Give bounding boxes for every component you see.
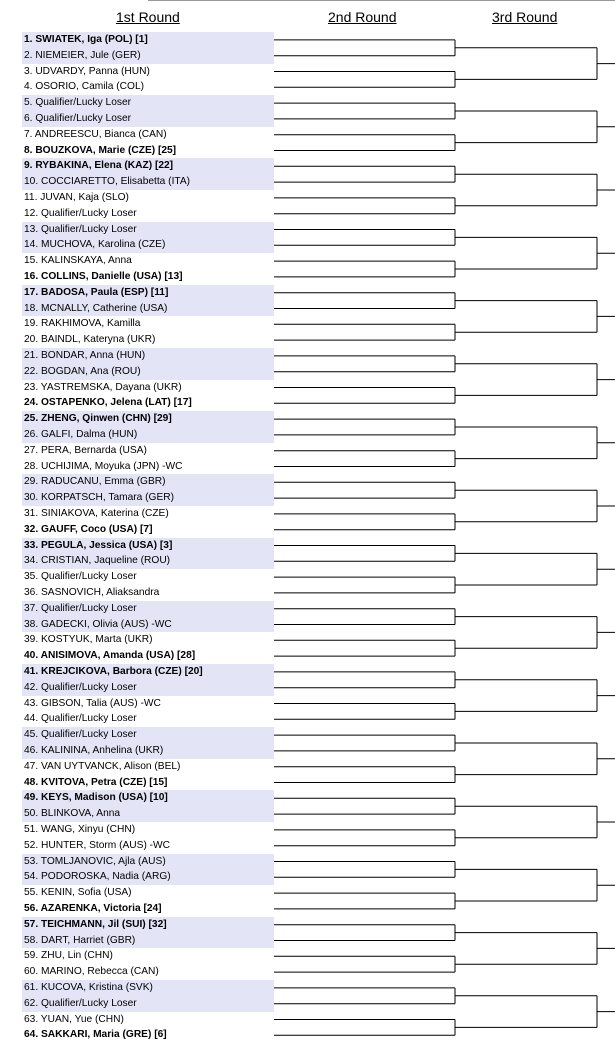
player-row: 19. RAKHIMOVA, Kamilla — [24, 318, 141, 330]
player-row: 22. BOGDAN, Ana (ROU) — [22, 364, 274, 380]
player-row: 21. BONDAR, Anna (HUN) — [22, 348, 274, 364]
player-row: 4. OSORIO, Camila (COL) — [24, 81, 145, 93]
player-row: 24. OSTAPENKO, Jelena (LAT) [17] — [24, 397, 192, 409]
round-2-heading: 2nd Round — [328, 9, 397, 25]
player-row: 44. Qualifier/Lucky Loser — [24, 713, 137, 725]
player-row: 55. KENIN, Sofia (USA) — [24, 887, 132, 899]
player-row: 15. KALINSKAYA, Anna — [24, 255, 132, 267]
player-row: 3. UDVARDY, Panna (HUN) — [24, 65, 150, 77]
player-row: 8. BOUZKOVA, Marie (CZE) [25] — [24, 144, 177, 156]
player-row: 45. Qualifier/Lucky Loser — [22, 727, 274, 743]
player-row: 62. Qualifier/Lucky Loser — [22, 996, 274, 1012]
player-row: 13. Qualifier/Lucky Loser — [22, 222, 274, 238]
player-row: 52. HUNTER, Storm (AUS) -WC — [24, 839, 171, 851]
player-row: 35. Qualifier/Lucky Loser — [24, 571, 137, 583]
player-row: 6. Qualifier/Lucky Loser — [22, 111, 274, 127]
player-row: 59. ZHU, Lin (CHN) — [24, 950, 113, 962]
player-row: 41. KREJCIKOVA, Barbora (CZE) [20] — [22, 664, 274, 680]
player-row: 40. ANISIMOVA, Amanda (USA) [28] — [24, 650, 196, 662]
player-row: 56. AZARENKA, Victoria [24] — [24, 903, 162, 914]
player-row: 27. PERA, Bernarda (USA) — [24, 444, 147, 456]
player-row: 7. ANDREESCU, Bianca (CAN) — [24, 128, 167, 140]
player-row: 20. BAINDL, Kateryna (UKR) — [24, 334, 156, 346]
player-row: 53. TOMLJANOVIC, Ajla (AUS) — [22, 854, 274, 870]
player-row: 48. KVITOVA, Petra (CZE) [15] — [24, 776, 168, 788]
player-row: 42. Qualifier/Lucky Loser — [22, 680, 274, 696]
player-row: 63. YUAN, Yue (CHN) — [24, 1013, 124, 1025]
player-row: 43. GIBSON, Talia (AUS) -WC — [24, 697, 161, 709]
round-3-heading: 3rd Round — [492, 9, 558, 25]
player-row: 10. COCCIARETTO, Elisabetta (ITA) — [22, 174, 274, 190]
player-row: 38. GADECKI, Olivia (AUS) -WC — [22, 617, 274, 633]
player-row: 12. Qualifier/Lucky Loser — [24, 207, 137, 219]
player-row: 54. PODOROSKA, Nadia (ARG) — [22, 869, 274, 885]
player-row: 2. NIEMEIER, Jule (GER) — [22, 48, 274, 64]
player-row: 5. Qualifier/Lucky Loser — [22, 95, 274, 111]
player-row: 23. YASTREMSKA, Dayana (UKR) — [24, 381, 182, 393]
player-row: 51. WANG, Xinyu (CHN) — [24, 824, 136, 835]
round-1-heading: 1st Round — [116, 9, 180, 25]
player-row: 58. DART, Harriet (GBR) — [22, 933, 274, 949]
player-row: 16. COLLINS, Danielle (USA) [13] — [24, 271, 183, 282]
player-row: 33. PEGULA, Jessica (USA) [3] — [22, 538, 274, 554]
player-row: 61. KUCOVA, Kristina (SVK) — [22, 980, 274, 996]
player-row: 9. RYBAKINA, Elena (KAZ) [22] — [22, 158, 274, 174]
player-row: 60. MARINO, Rebecca (CAN) — [24, 966, 159, 978]
player-row: 37. Qualifier/Lucky Loser — [22, 601, 274, 617]
player-row: 39. KOSTYUK, Marta (UKR) — [24, 634, 153, 646]
player-row: 17. BADOSA, Paula (ESP) [11] — [22, 285, 274, 301]
player-row: 26. GALFI, Dalma (HUN) — [22, 427, 274, 443]
player-row: 31. SINIAKOVA, Katerina (CZE) — [24, 508, 169, 519]
player-row: 57. TEICHMANN, Jil (SUI) [32] — [22, 917, 274, 933]
player-row: 34. CRISTIAN, Jaqueline (ROU) — [22, 553, 274, 569]
player-row: 11. JUVAN, Kaja (SLO) — [24, 192, 129, 203]
player-row: 28. UCHIJIMA, Moyuka (JPN) -WC — [24, 460, 183, 472]
player-row: 25. ZHENG, Qinwen (CHN) [29] — [22, 411, 274, 427]
player-row: 32. GAUFF, Coco (USA) [7] — [24, 523, 153, 535]
player-row: 46. KALININA, Anhelina (UKR) — [22, 743, 274, 759]
player-row: 47. VAN UYTVANCK, Alison (BEL) — [24, 760, 181, 772]
player-row: 49. KEYS, Madison (USA) [10] — [22, 790, 274, 806]
player-row: 64. SAKKARI, Maria (GRE) [6] — [24, 1029, 167, 1041]
player-row: 14. MUCHOVA, Karolina (CZE) — [22, 237, 274, 253]
player-row: 29. RADUCANU, Emma (GBR) — [22, 474, 274, 490]
player-row: 18. MCNALLY, Catherine (USA) — [22, 301, 274, 317]
player-row: 50. BLINKOVA, Anna — [22, 806, 274, 822]
player-row: 36. SASNOVICH, Aliaksandra — [24, 587, 160, 598]
player-row: 30. KORPATSCH, Tamara (GER) — [22, 490, 274, 506]
player-row: 1. SWIATEK, Iga (POL) [1] — [22, 32, 274, 48]
